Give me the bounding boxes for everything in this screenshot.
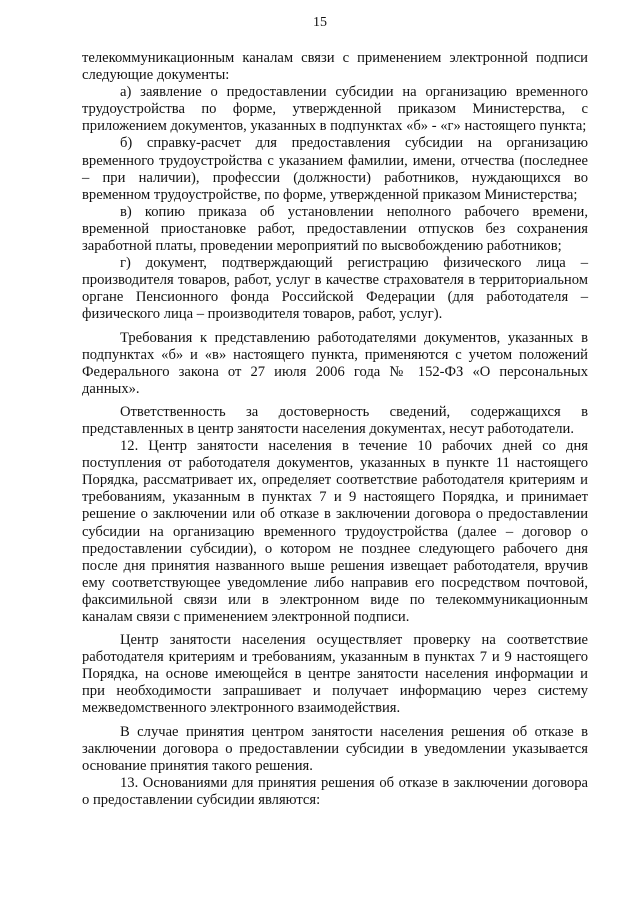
paragraph-item-v: в) копию приказа об установлении неполного рабочего времени, временной приостановке работ, предоставлении отпусков без сохранения заработной платы, проведении мероприятий по высвобождению работников; [82, 203, 588, 255]
paragraph-refusal-notice: В случае принятия центром занятости населения решения об отказе в заключении договора о предоставлении субсидии в уведомлении указывается основание принятия такого решения. [82, 723, 588, 774]
paragraph-responsibility: Ответственность за достоверность сведений, содержащихся в представленных в центр занятости населения документах, несут работодатели. [82, 403, 588, 437]
paragraph-item-a: а) заявление о предоставлении субсидии на организацию временного трудоустройства по форме, утвержденной приказом Министерства, с приложением документов, указанных в подпунктах «б» - «г» настоящего пункта; [82, 84, 588, 135]
paragraph-verification: Центр занятости населения осуществляет проверку на соответствие работодателя критериям и требованиям, указанным в пунктах 7 и 9 настоящего Порядка, на основе имеющейся в центре занятости населения информации и при необходимости запрашивает и получает информацию через систему межведомственного электронного взаимодействия. [82, 632, 588, 717]
document-body [82, 50, 588, 809]
paragraph-item-b: б) справку-расчет для предоставления субсидии на организацию временного трудоустройства с указанием фамилии, имени, отчества (последнее – при наличии), профессии (должности) работников, нуждающихся во временном трудоустройстве, по форме, утвержденной приказом Министерства; [82, 135, 588, 203]
paragraph-clause-13: 13. Основаниями для принятия решения об отказе в заключении договора о предоставлении субсидии являются: [82, 774, 588, 808]
page-number: 15 [313, 15, 327, 30]
paragraph-continuation: телекоммуникационным каналам связи с применением электронной подписи следующие документы: [82, 50, 588, 84]
paragraph-clause-12: 12. Центр занятости населения в течение 10 рабочих дней со дня поступления от работодателя документов, указанных в пункте 11 настоящего Порядка, рассматривает их, определяет соответствие работодателя критериям и требованиям, указанным в пунктах 7 и 9 настоящего Порядка, и принимает решение о заключении или об отказе в заключении договора о предоставлении субсидии на организацию временного трудоустройства (далее – договор о предоставлении субсидии), о котором не позднее следующего рабочего дня после дня принятия названного выше решения извещает работодателя, вручив ему соответствующее уведомление либо направив его посредством почтовой, факсимильной связи или в электронном виде по телекоммуникационным каналам связи с применением электронной подписи. [82, 438, 588, 625]
paragraph-item-g: г) документ, подтверждающий регистрацию физического лица – производителя товаров, работ, услуг в качестве страхователя в территориальном органе Пенсионного фонда Российской Федерации (для работодателя – физического лица – производителя товаров, работ, услуг). [82, 255, 588, 323]
paragraph-requirements: Требования к представлению работодателями документов, указанных в подпунктах «б» и «в» настоящего пункта, применяются с учетом положений Федерального закона от 27 июля 2006 года № 152-ФЗ «О персональных данных». [82, 329, 588, 397]
